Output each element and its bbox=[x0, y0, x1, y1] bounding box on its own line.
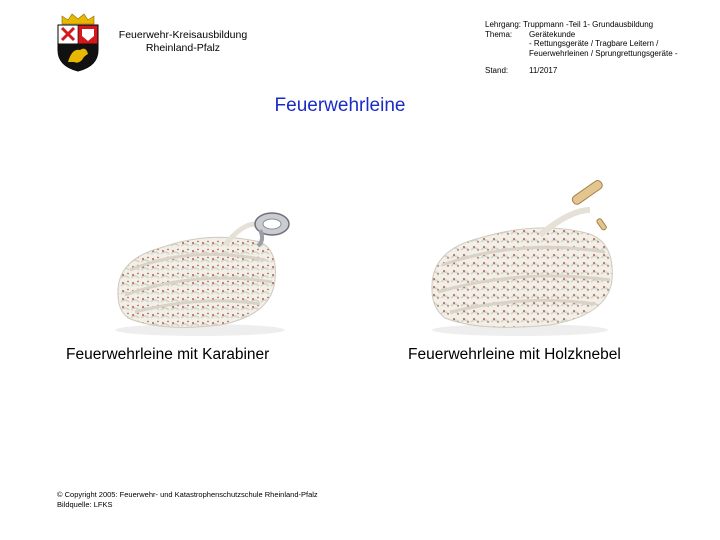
page-title: Feuerwehrleine bbox=[274, 95, 406, 116]
coat-of-arms-logo bbox=[54, 12, 102, 72]
org-line-2: Rheinland-Pfalz bbox=[145, 42, 221, 54]
lehrgang-value: Truppmann -Teil 1- Grundausbildung bbox=[523, 20, 654, 29]
thema-value: Gerätekunde bbox=[529, 29, 576, 39]
thema-line-2: - Rettungsgeräte / Tragbare Leitern / bbox=[529, 39, 659, 48]
footer bbox=[57, 490, 318, 509]
image-source-text: Bildquelle: LFKS bbox=[57, 499, 113, 509]
rope-carabiner-image bbox=[100, 200, 310, 340]
rope-toggle-image bbox=[420, 180, 630, 340]
organization-name bbox=[112, 29, 254, 55]
thema-label: Thema: bbox=[485, 29, 513, 39]
caption-holzknebel: Feuerwehrleine mit Holzknebel bbox=[408, 346, 621, 363]
caption-karabiner: Feuerwehrleine mit Karabiner bbox=[66, 346, 270, 363]
carabiner-icon bbox=[255, 213, 289, 246]
stand-value: 11/2017 bbox=[529, 66, 558, 75]
thema-line-3: Feuerwehrleinen / Sprungrettungsgeräte - bbox=[529, 48, 678, 58]
copyright-text: © Copyright 2005: Feuerwehr- und Katastrophenschutzschule Rheinland-Pfalz bbox=[57, 490, 318, 499]
stand-label: Stand: bbox=[485, 66, 509, 75]
course-info bbox=[485, 20, 710, 76]
org-line-1: Feuerwehr-Kreisausbildung bbox=[118, 29, 248, 41]
lehrgang-label: Lehrgang: bbox=[485, 20, 522, 29]
wooden-toggle-icon bbox=[571, 180, 607, 231]
